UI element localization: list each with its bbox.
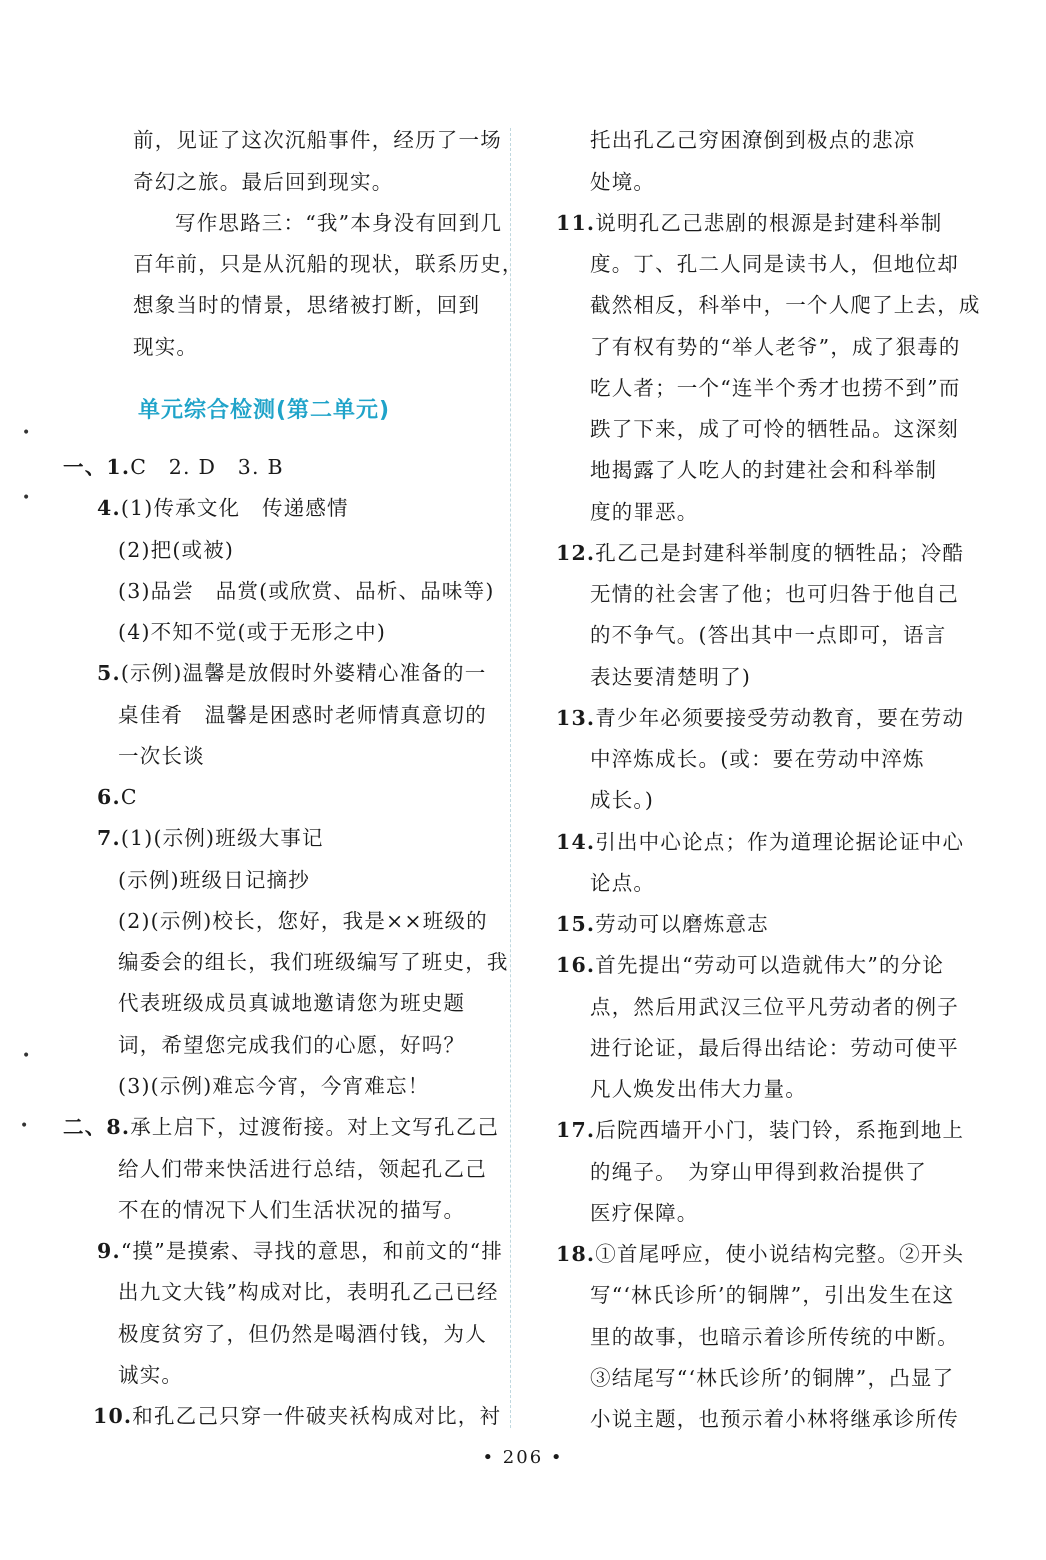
answer-text: 处境。: [590, 170, 656, 194]
answer-text: 点，然后用武汉三位平凡劳动者的例子: [590, 995, 959, 1019]
question-number: 18.: [556, 1242, 596, 1266]
column-divider: [510, 128, 511, 1428]
margin-dot: •: [22, 1048, 31, 1064]
question-number: 14.: [556, 830, 596, 854]
answer-line: [118, 1200, 465, 1221]
question-number: 5.: [97, 661, 121, 685]
answer-text: 度。丁、孔二人同是读书人，但地位却: [590, 252, 959, 276]
answer-text: 首先提出“劳动可以造就伟大”的分论: [595, 953, 945, 977]
answer-line: [118, 622, 386, 643]
answer-text: 代表班级成员真诚地邀请您为班史题: [118, 991, 466, 1015]
answer-text: 想象当时的情景，思绪被打断，回到: [133, 293, 481, 317]
answer-text: 一次长谈: [118, 744, 205, 768]
page-number: • 206 •: [482, 1447, 564, 1468]
answer-text: 托出孔乙己穷困潦倒到极点的悲凉: [590, 128, 916, 152]
answer-line: [556, 914, 769, 935]
answer-line: [118, 1324, 487, 1345]
answer-text: 百年前，只是从沉船的现状，联系历史，: [133, 252, 524, 276]
answer-line: [118, 1159, 487, 1180]
answer-line: [63, 1117, 499, 1138]
answer-text: 不在的情况下人们生活状况的描写。: [118, 1198, 466, 1222]
question-number: 11.: [556, 211, 596, 235]
answer-line: [556, 1120, 964, 1141]
answer-line: [590, 667, 751, 688]
answer-text: (3)品尝 品赏(或欣赏、品析、品味等): [118, 579, 495, 603]
answer-text: 引出中心论点；作为道理论据论证中心: [595, 830, 965, 854]
answer-text: 出九文大钱”构成对比，表明孔乙己已经: [118, 1280, 499, 1304]
answer-text: 孔乙己是封建科举制度的牺牲品；冷酷: [595, 541, 965, 565]
answer-text: (1)(示例)班级大事记: [120, 826, 324, 850]
answer-text: 诚实。: [118, 1363, 184, 1387]
answer-line: [118, 911, 488, 932]
answer-line: [590, 1038, 959, 1059]
answer-line: [590, 1285, 954, 1306]
answer-text: 的绳子。 为穿山甲得到救治提供了: [590, 1160, 927, 1184]
answer-text: (4)不知不觉(或于无形之中): [118, 620, 387, 644]
answer-text: (1)传承文化 传递感情: [120, 496, 349, 520]
answer-line: [118, 1365, 183, 1386]
answer-text: “摸”是摸索、寻找的意思，和前文的“排: [120, 1239, 504, 1263]
answer-line: [97, 1241, 503, 1262]
question-number: 16.: [556, 953, 596, 977]
answer-line: [590, 873, 655, 894]
answer-text: 青少年必须要接受劳动教育，要在劳动: [595, 706, 965, 730]
answer-line: [556, 1244, 964, 1265]
answer-line: [590, 419, 959, 440]
question-number: 17.: [556, 1118, 596, 1142]
answer-text: (2)把(或被): [118, 538, 235, 562]
answer-line: [118, 993, 465, 1014]
question-number: 6.: [97, 785, 121, 809]
question-number: 7.: [97, 826, 121, 850]
answer-line: [97, 498, 349, 519]
answer-line: [118, 1035, 465, 1056]
answer-text: C 2. D 3. B: [130, 455, 284, 479]
answer-line: [590, 1409, 959, 1430]
answer-text: 桌佳肴 温馨是困惑时老师情真意切的: [118, 703, 487, 727]
question-number: 12.: [556, 541, 596, 565]
answer-text: ①首尾呼应，使小说结构完整。②开头: [595, 1242, 965, 1266]
answer-text: 吃人者；一个“连半个秀才也捞不到”而: [590, 376, 961, 400]
answer-text: (示例)班级日记摘抄: [118, 868, 310, 892]
answer-text: 和孔乙己只穿一件破夹袄构成对比，衬: [132, 1404, 502, 1428]
answer-text: 现实。: [133, 335, 199, 359]
answer-text: 编委会的组长，我们班级编写了班史，我: [118, 950, 509, 974]
answer-line: [556, 955, 944, 976]
answer-line: [118, 705, 487, 726]
question-number: 13.: [556, 706, 596, 730]
answer-text: 写作思路三：“我”本身没有回到几: [175, 211, 503, 235]
answer-text: (示例)温馨是放假时外婆精心准备的一: [120, 661, 487, 685]
answer-text: 中淬炼成长。(或：要在劳动中淬炼: [590, 747, 925, 771]
answer-line: [590, 625, 946, 646]
answer-line: [590, 749, 925, 770]
answer-text: 度的罪恶。: [590, 500, 699, 524]
answer-text: 医疗保障。: [590, 1201, 699, 1225]
answer-line: [556, 708, 964, 729]
answer-line: [590, 584, 959, 605]
answer-text: 跌了下来，成了可怜的牺牲品。这深刻: [590, 417, 959, 441]
answer-line: [118, 746, 205, 767]
answer-text: 成长。): [590, 788, 655, 812]
answer-text: 进行论证，最后得出结论：劳动可使平: [590, 1036, 959, 1060]
answer-line: [590, 502, 699, 523]
answer-line: [590, 1368, 954, 1389]
answer-text: 凡人焕发出伟大力量。: [590, 1077, 807, 1101]
answer-line: [590, 1327, 959, 1348]
answer-line: [556, 832, 964, 853]
answer-text: 后院西墙开小门，装门铃，系拖到地上: [595, 1118, 965, 1142]
answer-text: 说明孔乙己悲剧的根源是封建科举制: [595, 211, 943, 235]
question-number: 4.: [97, 496, 121, 520]
answer-line: [93, 1406, 501, 1427]
answer-text: 里的故事，也暗示着诊所传统的中断。: [590, 1325, 959, 1349]
answer-text: 劳动可以磨炼意志: [595, 912, 769, 936]
answer-line: [590, 790, 654, 811]
answer-text: 奇幻之旅。最后回到现实。: [133, 170, 394, 194]
answer-text: C: [120, 785, 138, 809]
answer-line: [97, 663, 486, 684]
answer-text: 前，见证了这次沉船事件，经历了一场: [133, 128, 502, 152]
answer-line: [590, 997, 959, 1018]
answer-text: 小说主题，也预示着小林将继承诊所传: [590, 1407, 959, 1431]
answer-line: [63, 457, 284, 478]
answer-line: [97, 787, 138, 808]
answer-text: 给人们带来快活进行总结，领起孔乙己: [118, 1157, 487, 1181]
answer-line: [590, 378, 961, 399]
answer-text: 了有权有势的“举人老爷”，成了狠毒的: [590, 335, 961, 359]
answer-text: (2)(示例)校长，您好，我是××班级的: [118, 909, 488, 933]
section-title: 单元综合检测(第二单元): [138, 398, 391, 423]
answer-line: [118, 870, 310, 891]
answer-text: 极度贫穷了，但仍然是喝酒付钱，为人: [118, 1322, 487, 1346]
answer-text: 的不争气。(答出其中一点即可，语言: [590, 623, 947, 647]
answer-text: (3)(示例)难忘今宵，今宵难忘！: [118, 1074, 430, 1098]
answer-line: [118, 1282, 499, 1303]
margin-dot: •: [22, 425, 31, 441]
answer-text: 无情的社会害了他；也可归咎于他自己: [590, 582, 959, 606]
answer-line: [590, 1079, 807, 1100]
answer-text: 截然相反，科举中，一个人爬了上去，成: [590, 293, 981, 317]
answer-text: 写“‘林氏诊所’的铜牌”，引出发生在这: [590, 1283, 955, 1307]
question-number: 15.: [556, 912, 596, 936]
answer-line: [590, 460, 937, 481]
question-number: 一、1.: [63, 455, 131, 479]
answer-line: [133, 254, 524, 275]
answer-line: [590, 1203, 699, 1224]
answer-line: [133, 130, 502, 151]
answer-line: [97, 828, 324, 849]
answer-line: [590, 130, 916, 151]
answer-line: [590, 172, 655, 193]
answer-line: [175, 213, 502, 234]
answer-line: [118, 581, 495, 602]
answer-text: 地揭露了人吃人的封建社会和科举制: [590, 458, 938, 482]
answer-line: [133, 337, 198, 358]
answer-line: [118, 1076, 429, 1097]
answer-line: [590, 254, 959, 275]
answer-line: [590, 295, 981, 316]
question-number: 10.: [93, 1404, 133, 1428]
answer-text: ③结尾写“‘林氏诊所’的铜牌”，凸显了: [590, 1366, 955, 1390]
question-number: 二、8.: [63, 1115, 131, 1139]
answer-line: [118, 540, 234, 561]
answer-text: 词，希望您完成我们的心愿，好吗？: [118, 1033, 466, 1057]
answer-line: [133, 172, 393, 193]
answer-text: 论点。: [590, 871, 656, 895]
answer-line: [590, 337, 961, 358]
margin-dot: •: [22, 490, 31, 506]
question-number: 9.: [97, 1239, 121, 1263]
answer-line: [590, 1162, 927, 1183]
margin-dot: •: [20, 1118, 29, 1134]
answer-line: [556, 213, 942, 234]
answer-line: [556, 543, 964, 564]
answer-text: 承上启下，过渡衔接。对上文写孔乙己: [130, 1115, 500, 1139]
answer-line: [133, 295, 480, 316]
answer-line: [118, 952, 509, 973]
answer-text: 表达要清楚明了): [590, 665, 752, 689]
